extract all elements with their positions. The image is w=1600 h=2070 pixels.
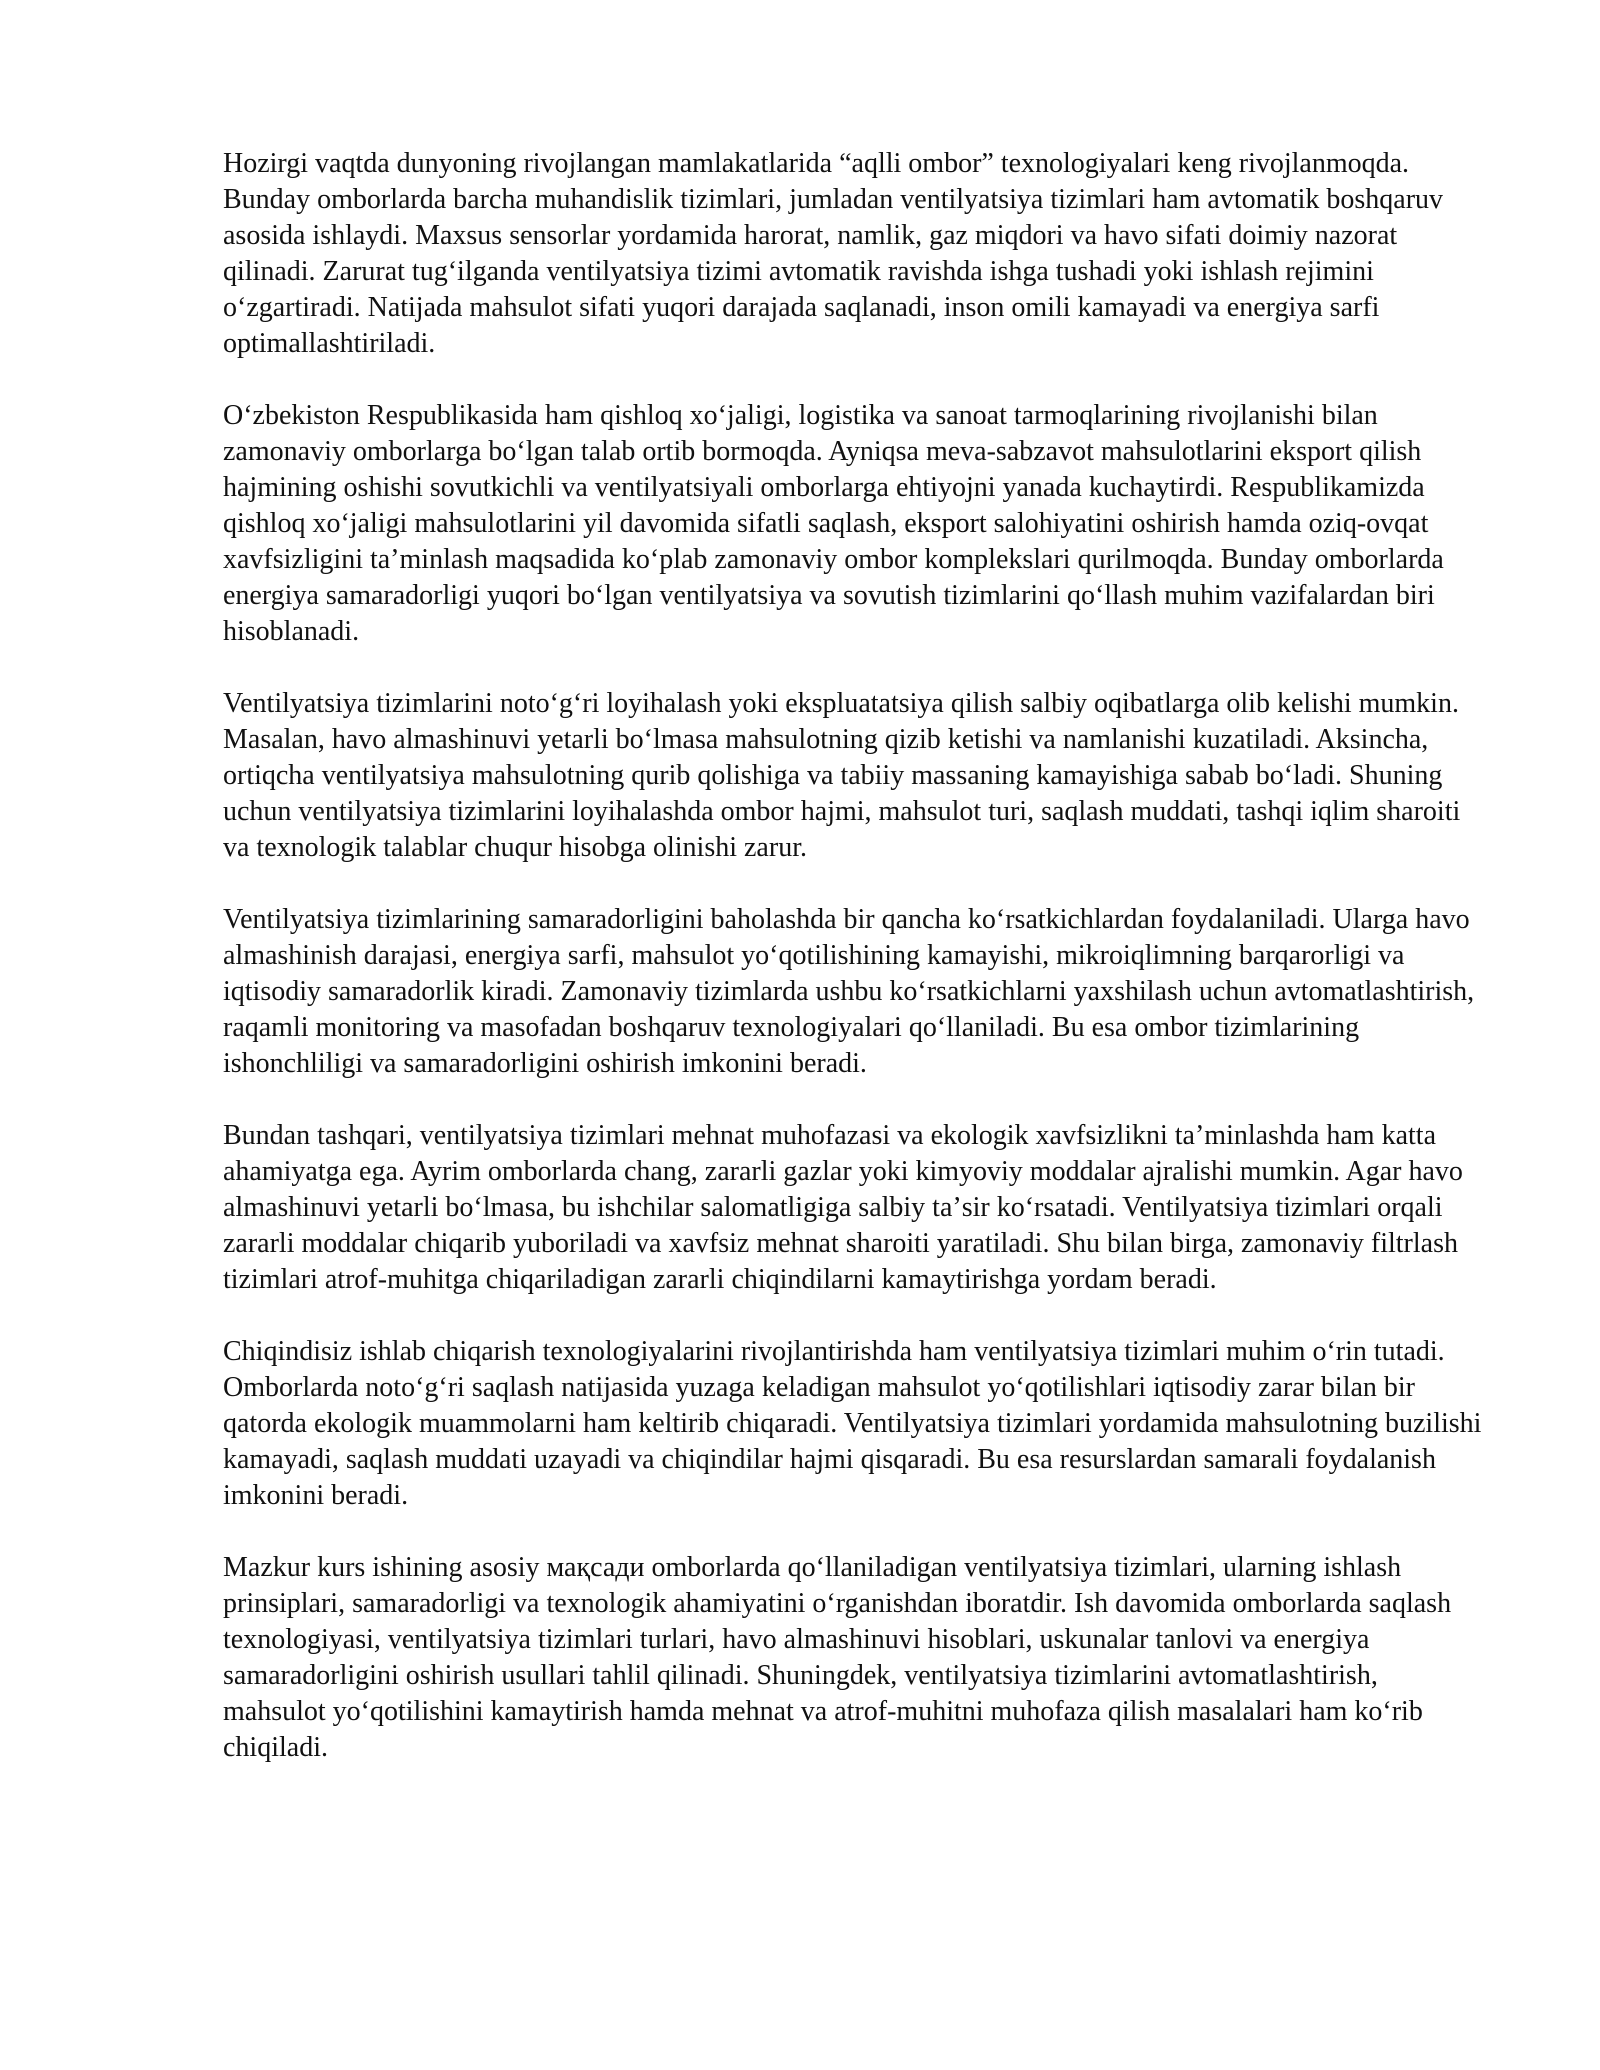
paragraph-5: Bundan tashqari, ventilyatsiya tizimlari mehnat muhofazasi va ekologik xavfsizlikni taʼminlashda ham katta ahamiyatga ega. Ayrim omborlarda chang, zararli gazlar yoki kimyoviy moddalar ajralishi mumkin. Agar havo almashinuvi yetarli boʻlmasa, bu ishchilar salomatligiga salbiy taʼsir koʻrsatadi. Ventilyatsiya tizimlari orqali zararli moddalar chiqarib yuboriladi va xavfsiz mehnat sharoiti yaratiladi. Shu bilan birga, zamonaviy filtrlash tizimlari atrof-muhitga chiqariladigan zararli chiqindilarni kamaytirishga yordam beradi.: [223, 1120, 1463, 1295]
paragraph-7: Mazkur kurs ishining asosiy мақсади omborlarda qoʻllaniladigan ventilyatsiya tizimlari, ularning ishlash prinsiplari, samaradorligi va texnologik ahamiyatini oʻrganishdan iboratdir. Ish davomida omborlarda saqlash texnologiyasi, ventilyatsiya tizimlari turlari, havo almashinuvi hisoblari, uskunalar tanlovi va energiya samaradorligini oshirish usullari tahlil qilinadi. Shuningdek, ventilyatsiya tizimlarini avtomatlashtirish, mahsulot yoʻqotilishini kamaytirish hamda mehnat va atrof-muhitni muhofaza qilish masalalari ham koʻrib chiqiladi.: [223, 1552, 1452, 1763]
document-body: [223, 146, 1483, 1766]
paragraph-4: Ventilyatsiya tizimlarining samaradorligini baholashda bir qancha koʻrsatkichlardan foydalaniladi. Ularga havo almashinish darajasi, energiya sarfi, mahsulot yoʻqotilishining kamayishi, mikroiqlimning barqarorligi va iqtisodiy samaradorlik kiradi. Zamonaviy tizimlarda ushbu koʻrsatkichlarni yaxshilash uchun avtomatlashtirish, raqamli monitoring va masofadan boshqaruv texnologiyalari qoʻllaniladi. Bu esa ombor tizimlarining ishonchliligi va samaradorligini oshirish imkonini beradi.: [223, 904, 1475, 1079]
paragraph-2: Oʻzbekiston Respublikasida ham qishloq xoʻjaligi, logistika va sanoat tarmoqlarining rivojlanishi bilan zamonaviy omborlarga boʻlgan talab ortib bormoqda. Ayniqsa meva-sabzavot mahsulotlarini eksport qilish hajmining oshishi sovutkichli va ventilyatsiyali omborlarga ehtiyojni yanada kuchaytirdi. Respublikamizda qishloq xoʻjaligi mahsulotlarini yil davomida sifatli saqlash, eksport salohiyatini oshirish hamda oziq-ovqat xavfsizligini taʼminlash maqsadida koʻplab zamonaviy ombor komplekslari qurilmoqda. Bunday omborlarda energiya samaradorligi yuqori boʻlgan ventilyatsiya va sovutish tizimlarini qoʻllash muhim vazifalardan biri hisoblanadi.: [223, 400, 1444, 647]
paragraph-3: Ventilyatsiya tizimlarini notoʻgʻri loyihalash yoki ekspluatatsiya qilish salbiy oqibatlarga olib kelishi mumkin. Masalan, havo almashinuvi yetarli boʻlmasa mahsulotning qizib ketishi va namlanishi kuzatiladi. Aksincha, ortiqcha ventilyatsiya mahsulotning qurib qolishiga va tabiiy massaning kamayishiga sabab boʻladi. Shuning uchun ventilyatsiya tizimlarini loyihalashda ombor hajmi, mahsulot turi, saqlash muddati, tashqi iqlim sharoiti va texnologik talablar chuqur hisobga olinishi zarur.: [223, 688, 1461, 863]
paragraph-1: Hozirgi vaqtda dunyoning rivojlangan mamlakatlarida “aqlli ombor” texnologiyalari keng rivojlanmoqda. Bunday omborlarda barcha muhandislik tizimlari, jumladan ventilyatsiya tizimlari ham avtomatik boshqaruv asosida ishlaydi. Maxsus sensorlar yordamida harorat, namlik, gaz miqdori va havo sifati doimiy nazorat qilinadi. Zarurat tugʻilganda ventilyatsiya tizimi avtomatik ravishda ishga tushadi yoki ishlash rejimini oʻzgartiradi. Natijada mahsulot sifati yuqori darajada saqlanadi, inson omili kamayadi va energiya sarfi optimallashtiriladi.: [223, 148, 1444, 359]
paragraph-6: Chiqindisiz ishlab chiqarish texnologiyalarini rivojlantirishda ham ventilyatsiya tizimlari muhim oʻrin tutadi. Omborlarda notoʻgʻri saqlash natijasida yuzaga keladigan mahsulot yoʻqotilishlari iqtisodiy zarar bilan bir qatorda ekologik muammolarni ham keltirib chiqaradi. Ventilyatsiya tizimlari yordamida mahsulotning buzilishi kamayadi, saqlash muddati uzayadi va chiqindilar hajmi qisqaradi. Bu esa resurslardan samarali foydalanish imkonini beradi.: [223, 1336, 1482, 1511]
